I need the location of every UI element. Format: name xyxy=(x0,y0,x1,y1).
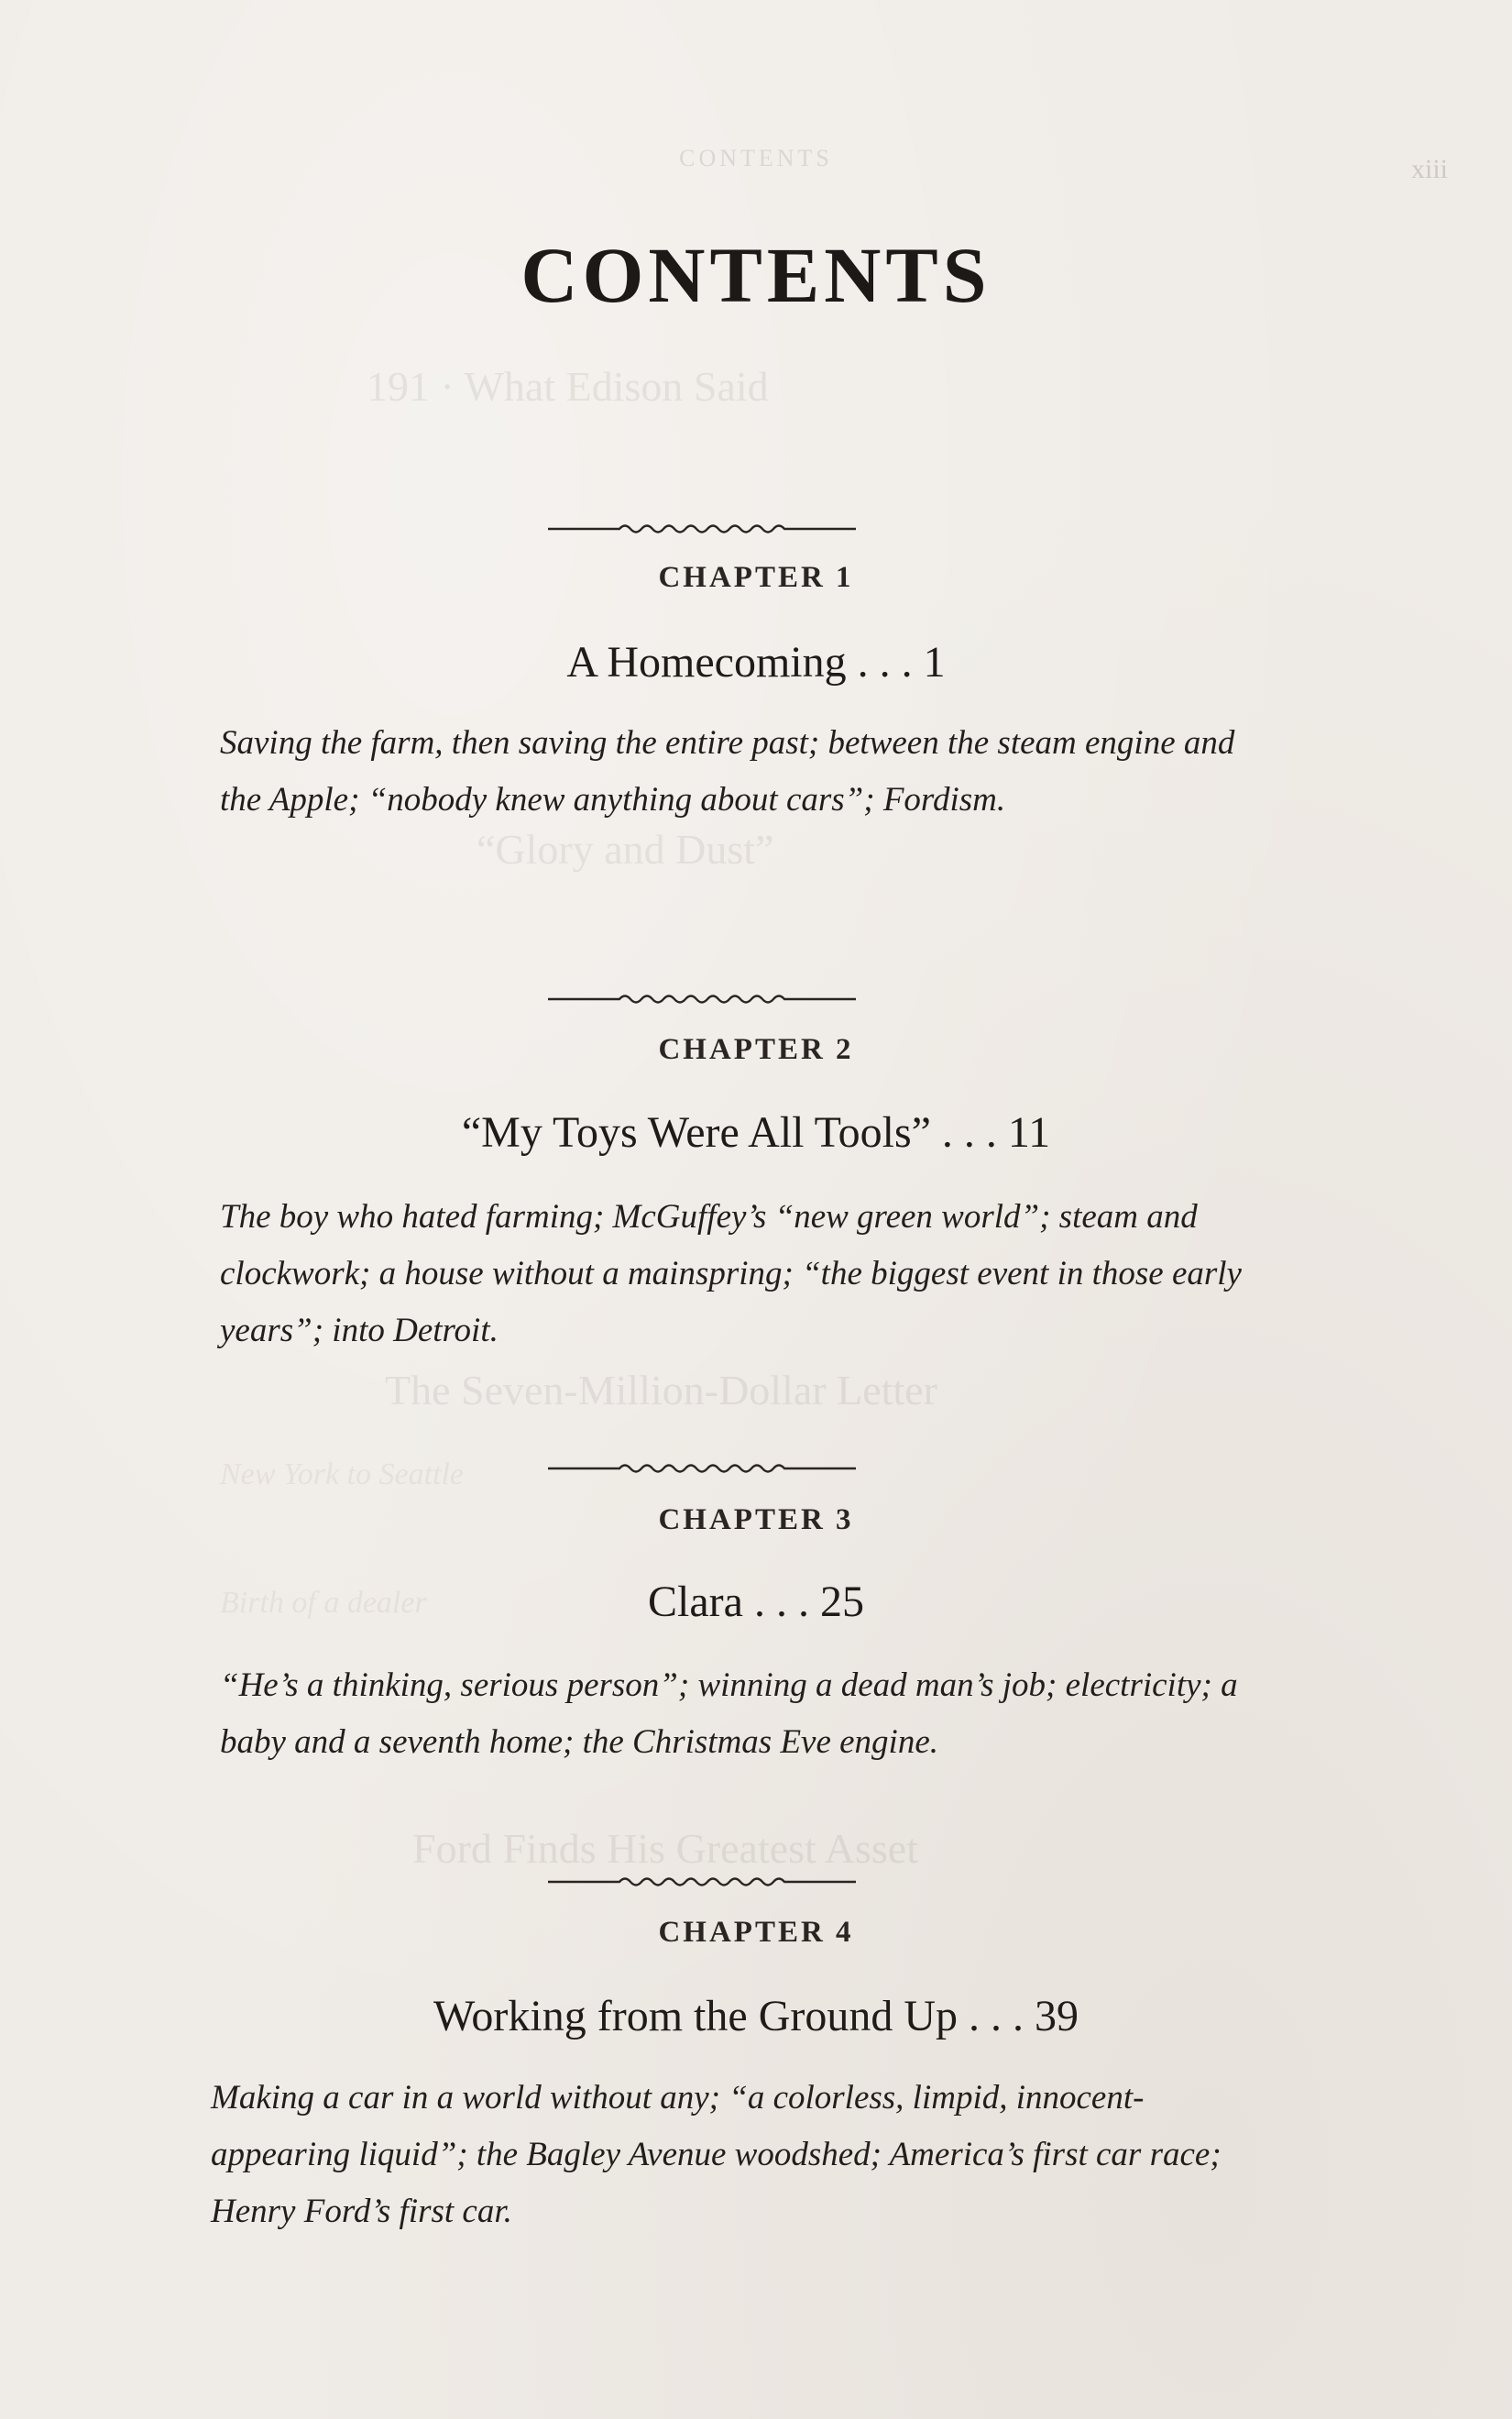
chapter-title: Working from the Ground Up . . . 39 xyxy=(433,1992,1079,2040)
ornament-divider xyxy=(548,989,856,1009)
chapter-title: A Homecoming . . . 1 xyxy=(566,638,946,687)
chapter-label: CHAPTER 3 xyxy=(658,1503,854,1536)
chapter-label: CHAPTER 1 xyxy=(658,561,854,594)
chapter-label: CHAPTER 2 xyxy=(658,1033,854,1066)
show-through-text: “Glory and Dust” xyxy=(477,826,774,873)
chapter-label: CHAPTER 4 xyxy=(658,1916,854,1949)
show-through-text: The Seven-Million-Dollar Letter xyxy=(385,1367,937,1413)
page-number: xiii xyxy=(1410,154,1448,184)
ornament-divider xyxy=(548,1872,856,1892)
chapter-description: Making a car in a world without any; “a colorless, limpid, innocent-appearing liquid”; the Bagley Avenue woodshed; America’s first car race; Henry Ford’s first car. xyxy=(211,2079,1222,2230)
show-through-text: Ford Finds His Greatest Asset xyxy=(412,1825,918,1872)
chapter-description: “He’s a thinking, serious person”; winning a dead man’s job; electricity; a baby and a seventh home; the Christmas Eve engine. xyxy=(220,1666,1238,1761)
chapter-description: Saving the farm, then saving the entire past; between the steam engine and the Apple; “nobody knew anything about cars”; Fordism. xyxy=(220,724,1235,819)
ornament-divider xyxy=(548,1458,856,1479)
chapter-description: The boy who hated farming; McGuffey’s “new green world”; steam and clockwork; a house without a mainspring; “the biggest event in those early years”; into Detroit. xyxy=(220,1198,1242,1349)
ornament-divider xyxy=(548,519,856,539)
running-head: CONTENTS xyxy=(679,145,833,171)
show-through-text: 191 · What Edison Said xyxy=(367,363,769,410)
page-title: CONTENTS xyxy=(520,231,992,319)
chapter-title: Clara . . . 25 xyxy=(648,1578,864,1626)
chapter-title: “My Toys Were All Tools” . . . 11 xyxy=(461,1108,1051,1157)
show-through-text: Birth of a dealer xyxy=(220,1586,427,1620)
show-through-text: New York to Seattle xyxy=(220,1457,465,1491)
